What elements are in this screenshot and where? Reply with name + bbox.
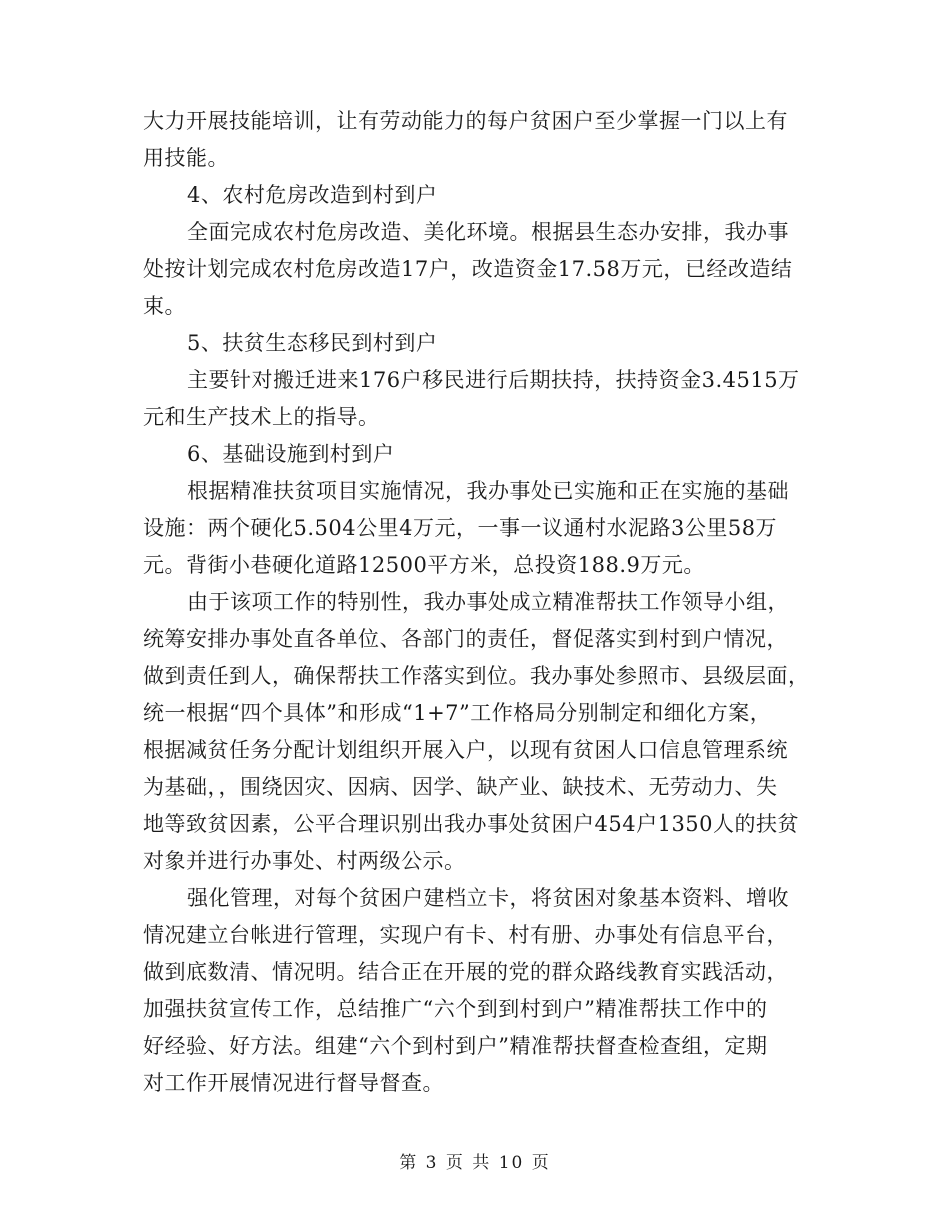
text-line: 元。背街小巷硬化道路12500平方米，总投资188.9万元。 xyxy=(143,553,705,577)
page-footer: 第 3 页 共 10 页 xyxy=(399,1153,551,1173)
text-line: 4、农村危房改造到村到户 xyxy=(187,183,438,207)
text-line: 加强扶贫宣传工作，总结推广“六个到到村到户”精准帮扶工作中的 xyxy=(143,997,768,1021)
text-line: 束。 xyxy=(143,294,186,318)
text-line: 处按计划完成农村危房改造17户，改造资金17.58万元，已经改造结 xyxy=(143,257,793,281)
text-line: 对象并进行办事处、村两级公示。 xyxy=(143,849,466,873)
text-line: 情况建立台帐进行管理，实现户有卡、村有册、办事处有信息平台， xyxy=(143,923,788,947)
text-line: 强化管理，对每个贫困户建档立卡，将贫困对象基本资料、增收 xyxy=(187,886,789,910)
text-line: 做到底数清、情况明。结合正在开展的党的群众路线教育实践活动， xyxy=(143,960,788,984)
text-line: 根据精准扶贫项目实施情况，我办事处已实施和正在实施的基础 xyxy=(187,479,789,503)
text-line: 大力开展技能培训，让有劳动能力的每户贫困户至少掌握一门以上有 xyxy=(143,109,788,133)
text-line: 为基础，，围绕因灾、因病、因学、缺产业、缺技术、无劳动力、失 xyxy=(143,775,778,799)
document-body xyxy=(143,106,810,1105)
text-line: 根据减贫任务分配计划组织开展入户，以现有贫困人口信息管理系统 xyxy=(143,738,788,762)
text-line: 6、基础设施到村到户 xyxy=(187,442,395,466)
text-line: 用技能。 xyxy=(143,146,229,170)
text-line: 由于该项工作的特别性，我办事处成立精准帮扶工作领导小组， xyxy=(187,590,789,614)
text-line: 全面完成农村危房改造、美化环境。根据县生态办安排，我办事 xyxy=(187,220,789,244)
text-line: 统一根据“四个具体”和形成“1+7”工作格局分别制定和细化方案， xyxy=(143,701,772,725)
text-line: 统筹安排办事处直各单位、各部门的责任，督促落实到村到户情况， xyxy=(143,627,788,651)
text-line: 5、扶贫生态移民到村到户 xyxy=(187,331,438,355)
text-line: 元和生产技术上的指导。 xyxy=(143,405,380,429)
text-line: 地等致贫因素，公平合理识别出我办事处贫困户454户1350人的扶贫 xyxy=(143,812,800,836)
text-line: 设施：两个硬化5.504公里4万元，一事一议通村水泥路3公里58万 xyxy=(143,516,778,540)
text-line: 好经验、好方法。组建“六个到村到户”精准帮扶督查检查组，定期 xyxy=(143,1034,768,1058)
text-line: 对工作开展情况进行督导督查。 xyxy=(143,1071,444,1095)
text-line: 主要针对搬迁进来176户移民进行后期扶持，扶持资金3.4515万 xyxy=(187,368,800,392)
text-line: 做到责任到人，确保帮扶工作落实到位。我办事处参照市、县级层面， xyxy=(143,664,810,688)
